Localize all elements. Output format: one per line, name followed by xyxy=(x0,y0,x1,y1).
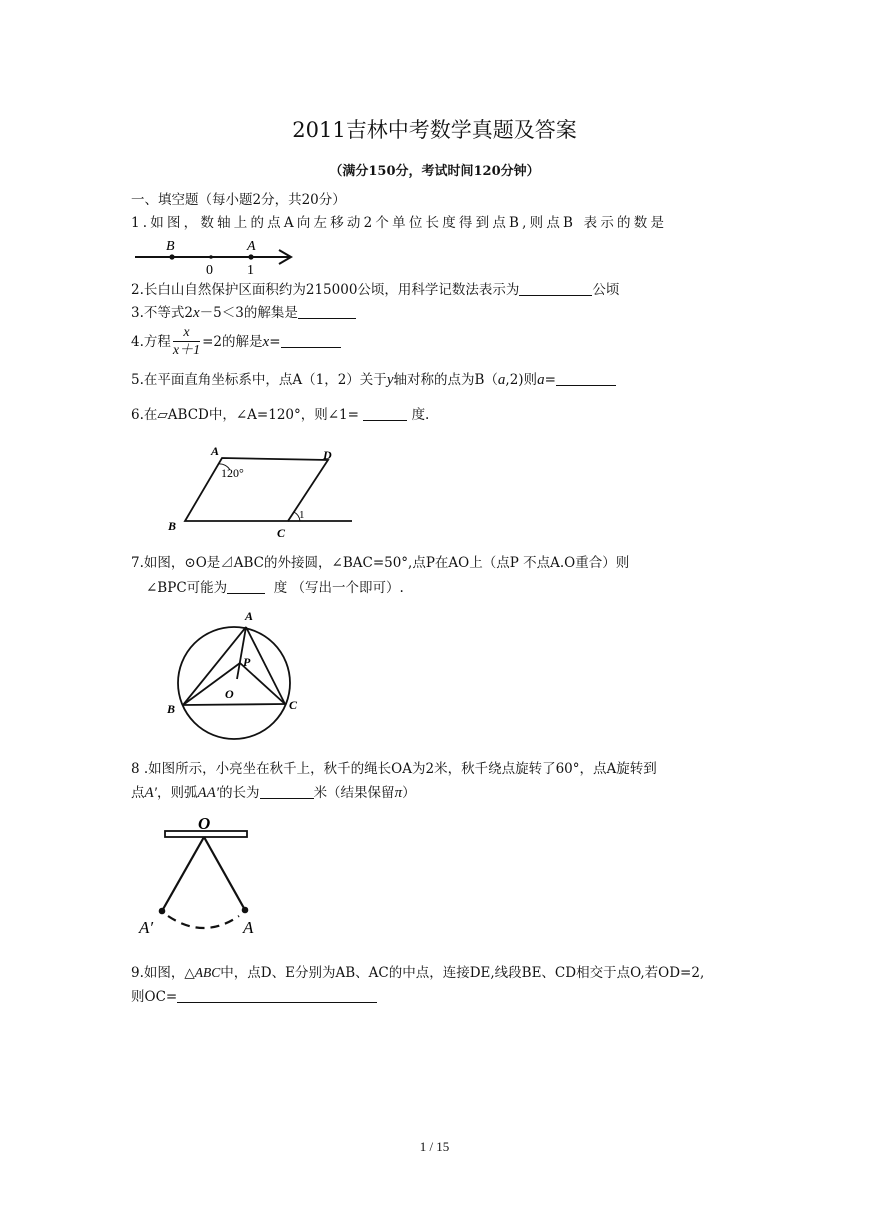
tick-0: 0 xyxy=(206,263,213,278)
number-line-figure xyxy=(131,237,301,279)
question-8-text: 点 xyxy=(131,785,145,801)
parallelogram-symbol: ▱ xyxy=(157,407,168,423)
angle-label: 120° xyxy=(221,466,244,480)
label-a: A xyxy=(245,609,254,623)
question-8-line-1: 8 .如图所示，小亮坐在秋千上，秋千的绳长OA为2米，秋千绕点旋转了60°，点A旋转到 xyxy=(131,761,657,777)
question-6 xyxy=(131,403,429,423)
arc-label: AA′ xyxy=(197,785,220,801)
point-a-prime: A′ xyxy=(144,785,157,801)
label-c: C xyxy=(289,698,298,712)
question-9-text-after: 中，点D、E分别为AB、AC的中点，连接DE,线段BE、CD相交于点O,若OD=2, xyxy=(220,965,705,981)
question-2 xyxy=(131,278,619,298)
answer-blank-4[interactable] xyxy=(281,333,341,348)
question-6-text-mid: ABCD中， xyxy=(167,407,236,423)
label-d: D xyxy=(323,448,332,462)
question-8-line-2 xyxy=(131,781,416,802)
label-b: B xyxy=(168,519,177,533)
pi-symbol: π xyxy=(394,785,403,801)
question-8-text-mid: ，则弧 xyxy=(156,785,198,801)
question-7-text: ∠BPC可能为 xyxy=(146,580,228,596)
question-5-text-mid2: ,2)则 xyxy=(505,372,538,388)
page-title: 2011吉林中考数学真题及答案 xyxy=(292,118,577,142)
label-o: O xyxy=(198,814,211,833)
question-9-line-2 xyxy=(131,985,377,1005)
label-b: B xyxy=(167,702,176,716)
var-a: a xyxy=(497,372,506,388)
label-a-prime: A′ xyxy=(139,918,154,937)
circle-figure xyxy=(160,605,320,745)
question-7-line-2 xyxy=(146,576,404,596)
var-x: x xyxy=(262,334,270,350)
label-a: A xyxy=(243,918,254,937)
answer-blank-3[interactable] xyxy=(298,304,356,319)
question-4-text-mid: =2的解是 xyxy=(202,334,263,350)
swing-figure xyxy=(135,812,265,944)
fraction-denominator: x＋1 xyxy=(172,343,201,358)
point-a xyxy=(242,907,249,914)
parallelogram-figure xyxy=(160,440,360,540)
question-3-text-after: －5＜3的解集是 xyxy=(199,305,298,321)
fraction-numerator: x xyxy=(173,325,200,342)
question-9-text-2: 则OC= xyxy=(131,989,178,1005)
question-8-text-after: 米（结果保留 xyxy=(313,785,395,801)
page-number: 1 / 15 xyxy=(419,1139,450,1154)
point-b xyxy=(169,254,174,259)
question-7-text-after: 度 （写出一个即可）. xyxy=(273,580,404,596)
label-c: C xyxy=(277,526,286,540)
answer-blank-8[interactable] xyxy=(260,784,314,799)
question-1-text: 1.如图，数轴上的点A向左移动2个单位长度得到点B,则点B 表示的数是 xyxy=(131,215,668,231)
question-8-text-mid2: 的长为 xyxy=(219,785,260,801)
label-b: B xyxy=(166,239,175,254)
var-a2: a xyxy=(537,372,545,388)
point-a xyxy=(248,254,253,259)
question-3-text: 3.不等式2 xyxy=(131,305,193,321)
question-6-text-angle: A=120°，则∠1= xyxy=(247,407,359,423)
point-a-prime xyxy=(159,908,166,915)
var-x: x xyxy=(192,305,200,321)
label-a: A xyxy=(211,444,220,458)
answer-blank-2[interactable] xyxy=(519,281,592,296)
fraction xyxy=(173,325,200,360)
answer-blank-9[interactable] xyxy=(177,988,377,1003)
question-3 xyxy=(131,301,356,322)
question-9-line-1 xyxy=(131,961,704,981)
answer-blank-6[interactable] xyxy=(363,406,407,421)
question-2-text: 2.长白山自然保护区面积约为215000公顷，用科学记数法表示为 xyxy=(131,282,520,298)
label-p: P xyxy=(243,655,251,669)
var-y: y xyxy=(386,372,394,388)
equals: = xyxy=(544,372,556,388)
question-4-text: 4.方程 xyxy=(131,334,171,350)
triangle-label: ABC xyxy=(194,965,221,980)
question-6-text: 6.在 xyxy=(131,407,158,423)
question-7-line-1: 7.如图，⊙O是⊿ABC的外接圆，∠BAC=50°,点P在AO上（点P 不点A.O重合）则 xyxy=(131,555,630,571)
question-9-text: 9.如图，△ xyxy=(131,965,195,981)
answer-blank-7[interactable] xyxy=(227,579,265,594)
question-5-text-mid: 轴对称的点为B（ xyxy=(393,372,498,388)
question-6-text-end: 度. xyxy=(411,407,430,423)
point-zero xyxy=(209,255,213,259)
answer-blank-5[interactable] xyxy=(556,371,616,386)
question-5 xyxy=(131,368,616,389)
question-5-text: 5.在平面直角坐标系中，点A（1，2）关于 xyxy=(131,372,387,388)
tick-1: 1 xyxy=(247,263,254,278)
label-o: O xyxy=(225,687,234,701)
equals: = xyxy=(269,334,281,350)
question-8-close: ） xyxy=(402,785,416,801)
question-2-unit: 公顷 xyxy=(592,282,620,298)
exam-info: （满分150分，考试时间120分钟） xyxy=(329,164,540,179)
question-4 xyxy=(131,325,341,360)
section-heading: 一、填空题（每小题2分，共20分） xyxy=(131,192,346,208)
angle-symbol: ∠ xyxy=(235,407,248,423)
label-a: A xyxy=(247,239,256,254)
label-1: 1 xyxy=(299,509,305,521)
